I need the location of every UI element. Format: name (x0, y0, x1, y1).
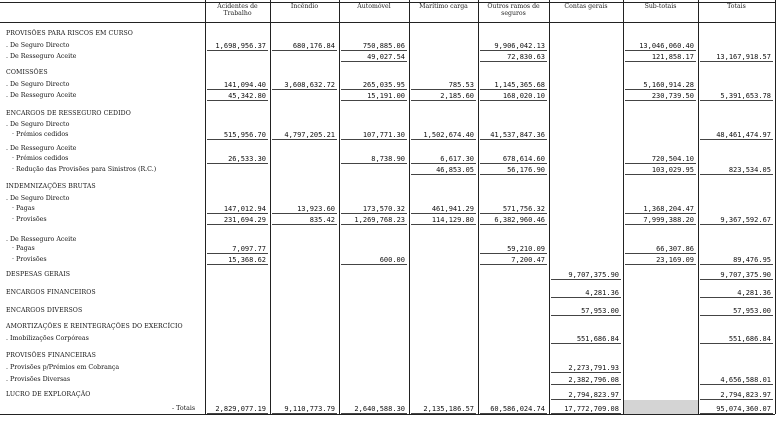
cell-incendio: 9,110,773.79 (284, 405, 335, 413)
cell-subtotais: 1,368,204.47 (643, 205, 694, 213)
cell-subtotais: 5,160,914.28 (643, 81, 694, 89)
cell-rule (480, 224, 547, 225)
column-header-maritimo: Marítimo carga (419, 3, 468, 10)
row-label: . Imobilizações Corpóreas (6, 335, 89, 342)
cell-totais: 48,461,474.97 (716, 131, 771, 139)
cell-outros: 168,020.10 (502, 92, 545, 100)
cell-rule (700, 100, 773, 101)
cell-rule (480, 100, 547, 101)
cell-contas: 2,382,796.08 (568, 376, 619, 384)
cell-subtotais: 13,046,060.40 (639, 42, 694, 50)
cell-rule (625, 264, 696, 265)
column-divider (478, 0, 479, 414)
column-header-totais: Totais (727, 3, 746, 10)
cell-rule (207, 89, 268, 90)
cell-acidentes: 45,342.80 (228, 92, 266, 100)
cell-rule (700, 139, 773, 140)
cell-rule (207, 413, 268, 414)
cell-rule (272, 213, 337, 214)
cell-rule (625, 163, 696, 164)
cell-rule (625, 89, 696, 90)
cell-rule (207, 253, 268, 254)
cell-rule (272, 89, 337, 90)
cell-automovel: 49,027.54 (367, 53, 405, 61)
cell-contas: 551,686.84 (576, 335, 619, 343)
column-divider (409, 0, 410, 414)
cell-automovel: 2,640,588.30 (354, 405, 405, 413)
cell-rule (411, 174, 476, 175)
cell-subtotais: 230,739.50 (651, 92, 694, 100)
cell-automovel: 265,035.95 (362, 81, 405, 89)
cell-rule (272, 139, 337, 140)
row-label: · Provisões (12, 216, 47, 223)
column-divider (549, 0, 550, 414)
cell-rule (207, 163, 268, 164)
column-header-subtotais: Sub-totais (644, 3, 677, 10)
row-label: . De Resseguro Aceite (6, 53, 77, 60)
cell-contas: 2,794,823.97 (568, 391, 619, 399)
cell-rule (480, 213, 547, 214)
cell-maritimo: 785.53 (448, 81, 474, 89)
cell-subtotais: 7,999,388.20 (643, 216, 694, 224)
cell-subtotais: 103,029.95 (651, 166, 694, 174)
cell-rule (700, 297, 773, 298)
cell-incendio: 680,176.84 (292, 42, 335, 50)
cell-rule (480, 50, 547, 51)
cell-automovel: 600.00 (379, 256, 405, 264)
cell-maritimo: 2,135,186.57 (423, 405, 474, 413)
cell-rule (341, 413, 407, 414)
cell-rule (272, 413, 337, 414)
cell-outros: 7,200.47 (511, 256, 545, 264)
cell-incendio: 3,608,632.72 (284, 81, 335, 89)
cell-totais: 89,476.95 (733, 256, 771, 264)
cell-rule (700, 61, 773, 62)
cell-rule (411, 224, 476, 225)
table-rule (0, 22, 775, 23)
cell-rule (480, 61, 547, 62)
section-label: COMISSÕES (6, 69, 48, 76)
cell-rule (700, 174, 773, 175)
cell-rule (207, 213, 268, 214)
column-divider (205, 0, 206, 414)
cell-outros: 59,210.09 (507, 245, 545, 253)
cell-acidentes: 515,956.70 (223, 131, 266, 139)
cell-rule (625, 174, 696, 175)
cell-rule (341, 224, 407, 225)
row-label: . De Resseguro Aceite (6, 145, 77, 152)
cell-totais: 95,074,360.07 (716, 405, 771, 413)
cell-rule (341, 163, 407, 164)
cell-rule (480, 413, 547, 414)
cell-rule (551, 372, 621, 373)
cell-rule (551, 399, 621, 400)
cell-incendio: 13,923.60 (297, 205, 335, 213)
cell-rule (551, 384, 621, 385)
cell-contas: 9,707,375.90 (568, 271, 619, 279)
cell-rule (411, 89, 476, 90)
column-divider (270, 0, 271, 414)
cell-rule (480, 253, 547, 254)
cell-totais: 5,391,653.78 (720, 92, 771, 100)
cell-acidentes: 2,829,077.19 (215, 405, 266, 413)
cell-totais: 57,953.00 (733, 307, 771, 315)
row-label: · Redução das Provisões para Sinistros (R.C.) (12, 166, 157, 173)
cell-maritimo: 114,129.80 (431, 216, 474, 224)
cell-rule (272, 50, 337, 51)
cell-rule (207, 139, 268, 140)
cell-rule (411, 100, 476, 101)
column-header-incendio: Incêndio (290, 3, 319, 10)
cell-outros: 1,145,365.68 (494, 81, 545, 89)
cell-rule (700, 264, 773, 265)
row-label: . Provisões Diversas (6, 376, 71, 383)
cell-automovel: 15,191.00 (367, 92, 405, 100)
cell-incendio: 4,797,205.21 (284, 131, 335, 139)
row-label: · Prémios cedidos (12, 131, 69, 138)
cell-totais: 823,534.05 (728, 166, 771, 174)
cell-rule (207, 50, 268, 51)
cell-rule (551, 279, 621, 280)
cell-rule (207, 264, 268, 265)
cell-rule (341, 50, 407, 51)
section-label: DESPESAS GERAIS (6, 271, 71, 278)
cell-rule (625, 50, 696, 51)
cell-rule (207, 100, 268, 101)
cell-rule (411, 163, 476, 164)
cell-totais: 9,707,375.90 (720, 271, 771, 279)
cell-rule (700, 384, 773, 385)
section-label: ENCARGOS DE RESSEGURO CEDIDO (6, 110, 131, 117)
cell-rule (411, 139, 476, 140)
cell-maritimo: 1,502,674.40 (423, 131, 474, 139)
cell-rule (341, 213, 407, 214)
section-label: PROVISÕES FINANCEIRAS (6, 352, 96, 359)
cell-acidentes: 7,097.77 (232, 245, 266, 253)
row-label: · Pagas (12, 245, 35, 252)
cell-rule (551, 315, 621, 316)
cell-rule (341, 61, 407, 62)
cell-automovel: 173,570.32 (362, 205, 405, 213)
column-header-outros: Outros ramos de seguros (487, 3, 540, 17)
cell-totais: 2,794,823.97 (720, 391, 771, 399)
row-label: . De Seguro Directo (6, 81, 70, 88)
cell-subtotais: 23,169.09 (656, 256, 694, 264)
section-label: LUCRO DE EXPLORAÇÃO (6, 391, 91, 398)
column-header-acidentes: Acidentes de Trabalho (217, 3, 258, 17)
row-label: · Provisões (12, 256, 47, 263)
cell-rule (625, 224, 696, 225)
cell-maritimo: 461,941.29 (431, 205, 474, 213)
totals-label: - Totais (172, 405, 196, 412)
cell-rule (341, 139, 407, 140)
section-label: ENCARGOS DIVERSOS (6, 307, 83, 314)
column-divider (623, 0, 624, 414)
row-label: . De Seguro Directo (6, 42, 70, 49)
cell-outros: 56,176.90 (507, 166, 545, 174)
column-header-automovel: Automóvel (357, 3, 391, 10)
cell-rule (341, 89, 407, 90)
cell-totais: 4,281.36 (737, 289, 771, 297)
cell-outros: 41,537,847.36 (490, 131, 545, 139)
cell-acidentes: 231,694.29 (223, 216, 266, 224)
cell-rule (700, 315, 773, 316)
section-label: INDEMNIZAÇÕES BRUTAS (6, 183, 96, 190)
row-label: . De Resseguro Aceite (6, 92, 77, 99)
cell-subtotais: 720,504.10 (651, 155, 694, 163)
cell-contas: 17,772,709.08 (564, 405, 619, 413)
cell-rule (480, 174, 547, 175)
cell-totais: 9,367,592.67 (720, 216, 771, 224)
cell-outros: 60,586,024.74 (490, 405, 545, 413)
row-label: . De Seguro Directo (6, 195, 70, 202)
cell-rule (341, 264, 407, 265)
cell-outros: 9,906,042.13 (494, 42, 545, 50)
cell-rule (700, 399, 773, 400)
cell-rule (480, 163, 547, 164)
cell-automovel: 750,885.06 (362, 42, 405, 50)
cell-outros: 678,614.60 (502, 155, 545, 163)
subtotal-shade (624, 400, 698, 414)
cell-rule (272, 224, 337, 225)
cell-subtotais: 121,858.17 (651, 53, 694, 61)
row-label: . De Resseguro Aceite (6, 236, 77, 243)
cell-acidentes: 141,094.40 (223, 81, 266, 89)
cell-rule (625, 61, 696, 62)
cell-rule (207, 224, 268, 225)
cell-acidentes: 1,698,956.37 (215, 42, 266, 50)
section-label: AMORTIZAÇÕES E REINTEGRAÇÕES DO EXERCÍCIO (6, 323, 183, 330)
cell-rule (551, 343, 621, 344)
cell-outros: 6,382,960.46 (494, 216, 545, 224)
column-divider (339, 0, 340, 414)
column-divider (698, 0, 699, 414)
cell-acidentes: 15,368.62 (228, 256, 266, 264)
cell-rule (341, 100, 407, 101)
cell-rule (480, 264, 547, 265)
cell-rule (625, 100, 696, 101)
cell-automovel: 8,738.90 (371, 155, 405, 163)
cell-totais: 4,656,588.01 (720, 376, 771, 384)
cell-rule (700, 413, 773, 414)
cell-contas: 57,953.00 (581, 307, 619, 315)
cell-rule (700, 343, 773, 344)
column-header-contas: Contas gerais (564, 3, 608, 10)
cell-subtotais: 66,307.86 (656, 245, 694, 253)
cell-rule (625, 253, 696, 254)
cell-acidentes: 26,533.30 (228, 155, 266, 163)
row-label: . Provisões p/Prémios em Cobrança (6, 364, 120, 371)
column-divider (775, 0, 776, 414)
section-label: PROVISÕES PARA RISCOS EM CURSO (6, 30, 133, 37)
cell-automovel: 107,771.30 (362, 131, 405, 139)
cell-outros: 571,756.32 (502, 205, 545, 213)
table-rule (0, 414, 775, 415)
cell-rule (551, 297, 621, 298)
cell-acidentes: 147,012.94 (223, 205, 266, 213)
cell-rule (551, 413, 621, 414)
cell-incendio: 835.42 (309, 216, 335, 224)
cell-rule (700, 224, 773, 225)
cell-contas: 4,281.36 (585, 289, 619, 297)
cell-maritimo: 6,617.30 (440, 155, 474, 163)
cell-maritimo: 46,853.05 (436, 166, 474, 174)
cell-rule (411, 213, 476, 214)
cell-automovel: 1,269,768.23 (354, 216, 405, 224)
cell-totais: 13,167,918.57 (716, 53, 771, 61)
section-label: ENCARGOS FINANCEIROS (6, 289, 96, 296)
cell-rule (700, 279, 773, 280)
row-label: . De Seguro Directo (6, 121, 70, 128)
cell-rule (625, 213, 696, 214)
cell-rule (480, 89, 547, 90)
cell-maritimo: 2,185.60 (440, 92, 474, 100)
cell-totais: 551,686.84 (728, 335, 771, 343)
cell-contas: 2,273,791.93 (568, 364, 619, 372)
cell-rule (411, 413, 476, 414)
row-label: · Pagas (12, 205, 35, 212)
cell-rule (480, 139, 547, 140)
cell-outros: 72,830.63 (507, 53, 545, 61)
row-label: · Prémios cedidos (12, 155, 69, 162)
